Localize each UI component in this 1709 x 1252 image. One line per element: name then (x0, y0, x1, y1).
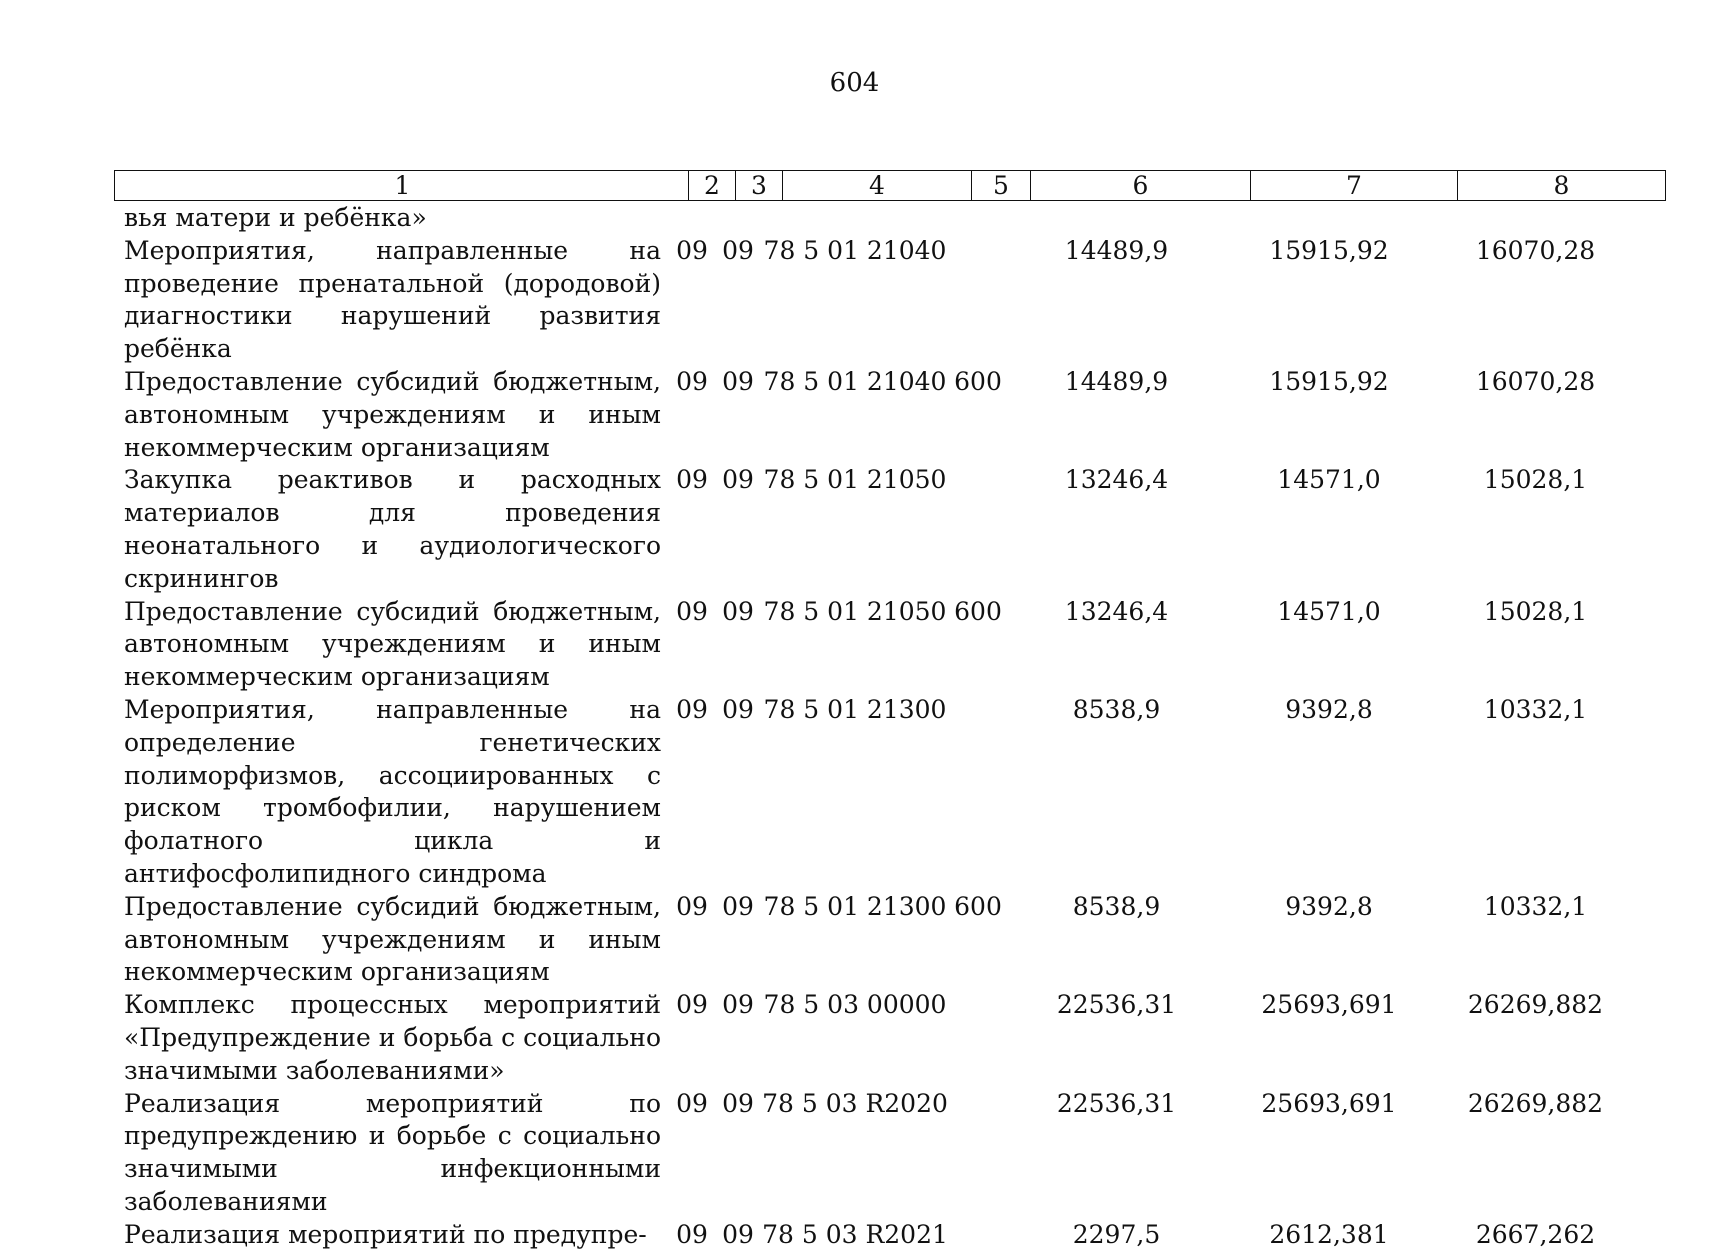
cell-c7 (1226, 202, 1432, 235)
cell-c5 (949, 989, 1007, 1087)
cell-c7: 14571,0 (1277, 596, 1381, 626)
cell-c7: 15915,92 (1269, 366, 1389, 396)
row-description: Предоставление субсидий бюджетным, автономным учреждениям и иным некоммерческим организациям (124, 596, 661, 692)
cell-c4: 78 5 03 00000 (763, 990, 947, 1020)
cell-c7: 15915,92 (1269, 235, 1389, 265)
cell-c4: 78 5 01 21300 (763, 891, 947, 921)
cell-c8: 16070,28 (1475, 235, 1596, 265)
cell-c5 (949, 1219, 1007, 1252)
cell-c5 (949, 1088, 1007, 1219)
cell-c7: 9392,8 (1285, 694, 1373, 724)
cell-c6: 22536,31 (1056, 1088, 1177, 1118)
cell-c6 (1007, 202, 1226, 235)
row-description: Реализация мероприятий по предупре- (124, 1219, 647, 1249)
header-col-8: 8 (1458, 171, 1666, 201)
cell-c5 (949, 464, 1007, 595)
cell-c8: 16070,28 (1475, 366, 1596, 396)
cell-c7: 14571,0 (1277, 465, 1381, 495)
header-col-4: 4 (783, 171, 972, 201)
cell-c2: 09 (676, 1088, 708, 1118)
budget-table (114, 202, 1639, 1252)
cell-c3: 09 (722, 1219, 754, 1249)
cell-c3: 09 (722, 596, 754, 626)
cell-c3: 09 (722, 1088, 754, 1118)
table-row (114, 366, 1639, 464)
cell-c5: 600 (954, 891, 1002, 921)
row-description: Мероприятия, направленные на определение генетических полиморфизмов, ассоциированных с риском тромбофилии, нарушением фолатного цикла и антифосфолипидного синдрома (124, 694, 661, 888)
cell-c7: 25693,691 (1261, 1088, 1397, 1118)
cell-c7: 2612,381 (1269, 1219, 1389, 1249)
cell-c7: 25693,691 (1261, 990, 1397, 1020)
row-description: Предоставление субсидий бюджетным, автономным учреждениям и иным некоммерческим организациям (124, 891, 661, 987)
cell-c3: 09 (722, 694, 754, 724)
table-row (114, 891, 1639, 989)
cell-c4: 78 5 01 21040 (763, 235, 947, 265)
header-col-1: 1 (115, 171, 689, 201)
cell-c8: 15028,1 (1483, 596, 1588, 626)
table-row (114, 989, 1639, 1087)
header-col-5: 5 (972, 171, 1031, 201)
cell-c8: 10332,1 (1483, 694, 1588, 724)
header-col-2: 2 (689, 171, 736, 201)
cell-c2: 09 (676, 990, 708, 1020)
cell-c2: 09 (676, 1219, 708, 1249)
table-row (114, 1219, 1639, 1252)
cell-c2: 09 (676, 596, 708, 626)
cell-c4: 78 5 03 R2021 (762, 1219, 948, 1249)
cell-c8: 26269,882 (1467, 1088, 1604, 1118)
cell-c3 (715, 202, 761, 235)
table-row (114, 1088, 1639, 1219)
cell-c6: 2297,5 (1072, 1219, 1161, 1249)
cell-c5 (949, 235, 1007, 366)
cell-c4 (761, 202, 949, 235)
cell-c2: 09 (676, 694, 708, 724)
table-header (114, 170, 1666, 201)
cell-c6: 13246,4 (1064, 596, 1169, 626)
cell-c2: 09 (676, 235, 708, 265)
cell-c2: 09 (676, 891, 708, 921)
cell-c6: 8538,9 (1072, 891, 1161, 921)
page-number: 604 (829, 68, 880, 98)
cell-c5 (949, 694, 1007, 891)
header-col-3: 3 (736, 171, 783, 201)
cell-c8: 15028,1 (1483, 465, 1588, 495)
cell-c8: 26269,882 (1467, 990, 1604, 1020)
table-row (114, 596, 1639, 694)
cell-c7: 9392,8 (1285, 891, 1373, 921)
row-description: Комплекс процессных мероприятий «Предупреждение и борьба с социально значимыми заболеваниями» (124, 990, 661, 1085)
cell-c4: 78 5 03 R2020 (762, 1088, 948, 1118)
table-row (114, 202, 1639, 235)
cell-c3: 09 (722, 990, 754, 1020)
cell-c6: 8538,9 (1072, 694, 1161, 724)
cell-c4: 78 5 01 21040 (763, 366, 947, 396)
header-col-7: 7 (1251, 171, 1458, 201)
cell-c2 (669, 202, 715, 235)
row-description: Закупка реактивов и расходных материалов для проведения неонатального и аудиологического скринингов (124, 465, 661, 593)
cell-c2: 09 (676, 465, 708, 495)
row-description: Мероприятия, направленные на проведение пренатальной (дородовой) диагностики нарушений развития ребёнка (124, 235, 661, 364)
cell-c8: 10332,1 (1483, 891, 1588, 921)
cell-c5 (949, 202, 1007, 235)
cell-c6: 14489,9 (1064, 366, 1169, 396)
table-row (114, 694, 1639, 891)
cell-c3: 09 (722, 465, 754, 495)
cell-c5: 600 (954, 596, 1002, 626)
cell-c6: 22536,31 (1056, 990, 1177, 1020)
row-description: Предоставление субсидий бюджетным, автономным учреждениям и иным некоммерческим организациям (124, 366, 661, 462)
cell-c4: 78 5 01 21300 (763, 694, 947, 724)
cell-c2: 09 (676, 366, 708, 396)
cell-c3: 09 (722, 366, 754, 396)
row-description: Реализация мероприятий по предупреждению и борьбе с социально значимыми инфекционными заболеваниями (124, 1088, 661, 1216)
table-row (114, 464, 1639, 595)
cell-c3: 09 (722, 235, 754, 265)
cell-c4: 78 5 01 21050 (763, 596, 947, 626)
header-col-6: 6 (1031, 171, 1251, 201)
cell-c6: 13246,4 (1064, 465, 1169, 495)
table-row (114, 235, 1639, 366)
row-description: вья матери и ребёнка» (124, 203, 427, 232)
cell-c5: 600 (954, 366, 1002, 396)
cell-c6: 14489,9 (1064, 235, 1169, 265)
header-row (115, 171, 1666, 201)
cell-c8: 2667,262 (1475, 1219, 1596, 1249)
cell-c3: 09 (722, 891, 754, 921)
cell-c4: 78 5 01 21050 (763, 465, 947, 495)
cell-c8 (1432, 202, 1639, 235)
